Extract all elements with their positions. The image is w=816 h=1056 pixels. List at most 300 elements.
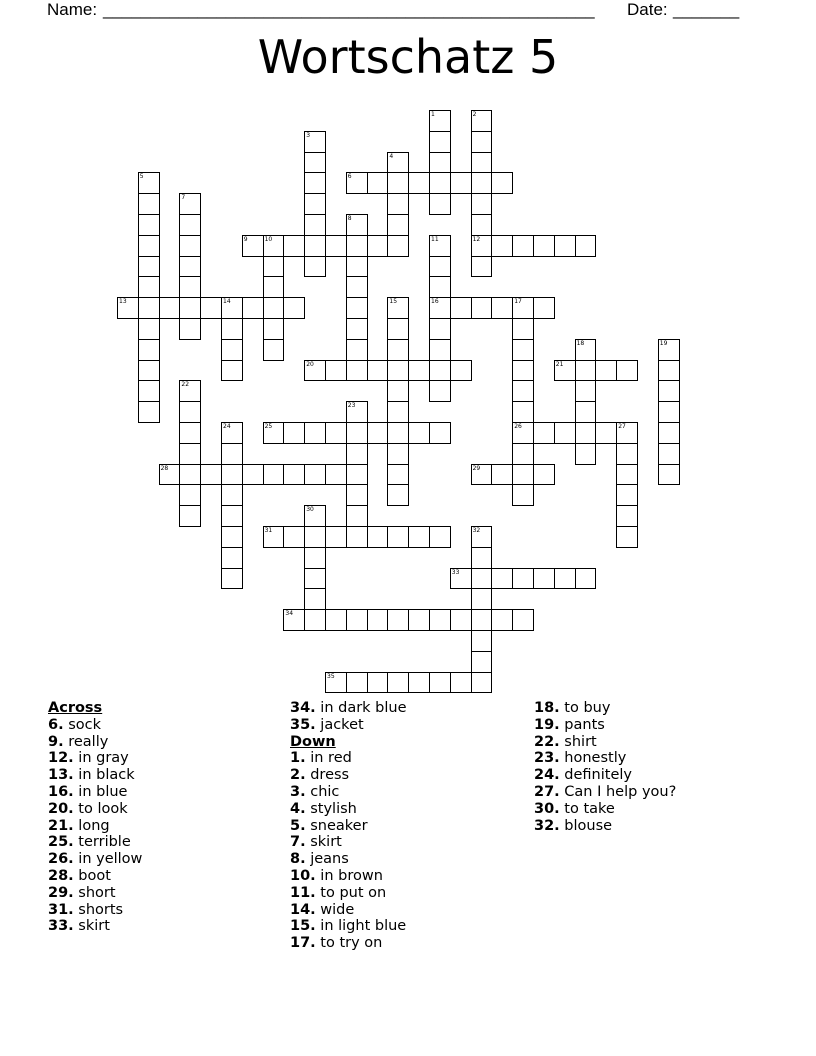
crossword-cell[interactable] [471,672,493,694]
crossword-cell[interactable] [471,193,493,215]
down-clue [290,918,407,935]
crossword-cell[interactable] [179,505,201,527]
down-clue [534,784,676,801]
crossword-cell[interactable] [512,422,534,444]
crossword-cell[interactable] [179,380,201,402]
crossword-cell[interactable] [263,276,285,298]
crossword-cell[interactable] [304,609,326,631]
crossword-cell[interactable] [387,609,409,631]
crossword-cell[interactable] [263,256,285,278]
crossword-cell[interactable] [283,464,305,486]
crossword-cell[interactable] [616,526,638,548]
crossword-cell[interactable] [346,318,368,340]
crossword-cell[interactable] [138,276,160,298]
crossword-cell[interactable] [616,422,638,444]
crossword-cell[interactable] [554,568,576,590]
clue-text: in brown [320,867,383,884]
crossword-cell[interactable] [471,131,493,153]
crossword-cell[interactable] [304,547,326,569]
crossword-cell[interactable] [346,276,368,298]
crossword-cell[interactable] [491,235,513,257]
crossword-cell[interactable] [304,505,326,527]
crossword-cell[interactable] [471,609,493,631]
crossword-cell[interactable] [138,401,160,423]
crossword-cell[interactable] [179,276,201,298]
crossword-cell[interactable] [138,193,160,215]
clue-text: to try on [320,935,383,952]
down-clue [290,767,407,784]
crossword-cell[interactable] [471,297,493,319]
cell-number: 1 [431,111,435,118]
crossword-cell[interactable] [512,318,534,340]
crossword-cell[interactable] [346,360,368,382]
crossword-cell[interactable] [159,464,181,486]
crossword-cell[interactable] [429,131,451,153]
clue-number: 28. [48,867,74,884]
down-clue [290,868,407,885]
clue-number: 27. [534,783,560,800]
down-clue [534,700,676,717]
cell-number: 17 [514,298,522,306]
crossword-cell[interactable] [658,339,680,361]
crossword-cell[interactable] [325,235,347,257]
crossword-cell[interactable] [471,235,493,257]
clue-number: 15. [290,918,316,935]
clue-text: in gray [78,750,129,767]
crossword-cell[interactable] [616,484,638,506]
crossword-cell[interactable] [283,297,305,319]
cell-number: 25 [264,423,273,430]
crossword-cell[interactable] [533,297,555,319]
crossword-cell[interactable] [346,297,368,319]
clue-number: 11. [290,884,316,901]
crossword-cell[interactable] [138,172,160,194]
clue-text: to put on [320,884,387,901]
crossword-cell[interactable] [304,588,326,610]
crossword-cell[interactable] [491,464,513,486]
clue-text: to look [78,800,128,817]
crossword-cell[interactable] [325,526,347,548]
crossword-cell[interactable] [304,256,326,278]
crossword-cell[interactable] [367,172,389,194]
crossword-cell[interactable] [471,152,493,174]
crossword-cell[interactable] [387,152,409,174]
crossword-cell[interactable] [221,339,243,361]
crossword-cell[interactable] [554,422,576,444]
crossword-cell[interactable] [387,297,409,319]
clue-column-1 [48,700,142,935]
crossword-cell[interactable] [533,464,555,486]
crossword-cell[interactable] [221,443,243,465]
down-clue [290,818,407,835]
clue-number: 17. [290,935,316,952]
crossword-cell[interactable] [221,568,243,590]
crossword-cell[interactable] [159,297,181,319]
crossword-cell[interactable] [658,401,680,423]
crossword-cell[interactable] [595,422,617,444]
clue-number: 19. [534,716,560,733]
crossword-cell[interactable] [512,235,534,257]
crossword-cell[interactable] [263,339,285,361]
crossword-cell[interactable] [429,193,451,215]
crossword-cell[interactable] [575,235,597,257]
crossword-cell[interactable] [138,360,160,382]
name-line[interactable]: ____________________________________________________ [103,0,595,19]
crossword-cell[interactable] [346,484,368,506]
crossword-cell[interactable] [512,609,534,631]
date-label: Date: [627,0,673,19]
crossword-cell[interactable] [346,464,368,486]
crossword-cell[interactable] [221,505,243,527]
crossword-cell[interactable] [512,443,534,465]
clue-text: pants [564,716,605,733]
cell-number: 12 [472,235,481,243]
clue-text: chic [310,783,340,800]
crossword-cell[interactable] [533,568,555,590]
crossword-cell[interactable] [325,422,347,444]
crossword-cell[interactable] [304,214,326,236]
down-clue [534,717,676,734]
clue-text: in red [310,750,352,767]
crossword-cell[interactable] [575,339,597,361]
clue-number: 5. [290,817,306,834]
crossword-cell[interactable] [325,360,347,382]
down-clue [290,784,407,801]
crossword-cell[interactable] [554,235,576,257]
crossword-cell[interactable] [471,568,493,590]
across-heading: Across [48,700,103,716]
crossword-cell[interactable] [221,360,243,382]
clue-text: in yellow [78,851,143,868]
crossword-cell[interactable] [325,672,347,694]
crossword-cell[interactable] [429,339,451,361]
crossword-cell[interactable] [512,297,534,319]
crossword-cell[interactable] [429,380,451,402]
clue-number: 7. [290,834,306,851]
crossword-cell[interactable] [512,360,534,382]
crossword-cell[interactable] [346,339,368,361]
crossword-cell[interactable] [346,214,368,236]
crossword-cell[interactable] [408,422,430,444]
cell-number: 2 [472,111,477,118]
crossword-cell[interactable] [429,297,451,319]
crossword-cell[interactable] [471,172,493,194]
crossword-cell[interactable] [512,401,534,423]
crossword-cell[interactable] [491,568,513,590]
crossword-cell[interactable] [283,609,305,631]
clue-number: 18. [534,700,560,716]
crossword-cell[interactable] [408,360,430,382]
clue-number: 31. [48,901,74,918]
crossword-cell[interactable] [263,422,285,444]
crossword-cell[interactable] [471,256,493,278]
crossword-cell[interactable] [138,214,160,236]
crossword-cell[interactable] [200,297,222,319]
crossword-cell[interactable] [429,422,451,444]
crossword-cell[interactable] [221,422,243,444]
crossword-cell[interactable] [179,318,201,340]
crossword-cell[interactable] [429,276,451,298]
crossword-cell[interactable] [179,443,201,465]
cell-number: 11 [431,235,439,243]
crossword-cell[interactable] [387,422,409,444]
crossword-cell[interactable] [575,380,597,402]
crossword-cell[interactable] [304,235,326,257]
crossword-cell[interactable] [450,568,472,590]
across-clue [48,818,142,835]
crossword-cell[interactable] [595,360,617,382]
crossword-cell[interactable] [179,235,201,257]
crossword-cell[interactable] [575,360,597,382]
crossword-cell[interactable] [367,526,389,548]
crossword-cell[interactable] [304,464,326,486]
crossword-cell[interactable] [304,193,326,215]
crossword-cell[interactable] [512,339,534,361]
crossword-cell[interactable] [429,360,451,382]
crossword-cell[interactable] [387,484,409,506]
crossword-cell[interactable] [658,443,680,465]
crossword-cell[interactable] [658,360,680,382]
crossword-cell[interactable] [387,672,409,694]
clue-column-3 [534,700,676,834]
crossword-cell[interactable] [512,568,534,590]
crossword-cell[interactable] [367,235,389,257]
crossword-cell[interactable] [138,297,160,319]
clue-text: blouse [564,817,613,834]
clue-number: 23. [534,750,560,767]
crossword-cell[interactable] [387,380,409,402]
crossword-cell[interactable] [346,505,368,527]
crossword-cell[interactable] [117,297,139,319]
crossword-cell[interactable] [575,422,597,444]
crossword-cell[interactable] [491,609,513,631]
crossword-cell[interactable] [387,526,409,548]
crossword-cell[interactable] [263,464,285,486]
crossword-cell[interactable] [408,526,430,548]
crossword-cell[interactable] [429,526,451,548]
cell-number: 10 [264,235,273,243]
cell-number: 34 [285,610,294,618]
crossword-cell[interactable] [658,380,680,402]
crossword-cell[interactable] [471,547,493,569]
crossword-cell[interactable] [242,297,264,319]
across-clue [48,851,142,868]
crossword-cell[interactable] [533,422,555,444]
cell-number: 32 [472,527,481,534]
crossword-cell[interactable] [138,380,160,402]
down-clue [290,935,407,952]
crossword-cell[interactable] [408,672,430,694]
crossword-cell[interactable] [616,360,638,382]
crossword-cell[interactable] [471,588,493,610]
crossword-cell[interactable] [491,172,513,194]
crossword-cell[interactable] [471,110,493,132]
crossword-cell[interactable] [325,609,347,631]
crossword-cell[interactable] [263,297,285,319]
crossword-cell[interactable] [471,464,493,486]
clue-text: skirt [310,834,342,851]
crossword-cell[interactable] [200,464,222,486]
crossword-cell[interactable] [179,214,201,236]
across-clue [48,885,142,902]
crossword-cell[interactable] [429,672,451,694]
crossword-cell[interactable] [616,464,638,486]
crossword-cell[interactable] [346,672,368,694]
crossword-cell[interactable] [616,505,638,527]
crossword-cell[interactable] [429,256,451,278]
crossword-cell[interactable] [304,152,326,174]
across-clue [48,918,142,935]
crossword-cell[interactable] [138,235,160,257]
crossword-cell[interactable] [179,484,201,506]
crossword-cell[interactable] [304,422,326,444]
crossword-cell[interactable] [429,318,451,340]
crossword-cell[interactable] [471,651,493,673]
cell-number: 6 [347,173,352,181]
crossword-cell[interactable] [179,297,201,319]
cell-number: 30 [306,506,314,514]
cell-number: 15 [389,298,398,306]
crossword-cell[interactable] [263,235,285,257]
crossword-cell[interactable] [429,235,451,257]
crossword-cell[interactable] [512,484,534,506]
crossword-cell[interactable] [387,172,409,194]
crossword-cell[interactable] [304,568,326,590]
crossword-cell[interactable] [242,235,264,257]
crossword-cell[interactable] [221,464,243,486]
down-clue [534,734,676,751]
crossword-cell[interactable] [471,630,493,652]
crossword-cell[interactable] [304,360,326,382]
across-clue [48,784,142,801]
crossword-cell[interactable] [179,464,201,486]
crossword-cell[interactable] [346,401,368,423]
date-line[interactable]: _______ [673,0,740,19]
clue-text: honestly [564,750,627,767]
crossword-cell[interactable] [179,422,201,444]
clue-text: shorts [78,901,124,918]
clue-text: in black [78,767,135,784]
crossword-cell[interactable] [512,464,534,486]
crossword-cell[interactable] [429,609,451,631]
crossword-cell[interactable] [450,672,472,694]
crossword-cell[interactable] [346,235,368,257]
crossword-cell[interactable] [221,526,243,548]
crossword-cell[interactable] [138,318,160,340]
crossword-cell[interactable] [387,318,409,340]
cell-number: 28 [160,464,169,472]
crossword-cell[interactable] [242,464,264,486]
crossword-cell[interactable] [533,235,555,257]
crossword-cell[interactable] [367,609,389,631]
crossword-cell[interactable] [387,339,409,361]
crossword-cell[interactable] [471,526,493,548]
crossword-cell[interactable] [450,172,472,194]
clue-number: 21. [48,817,74,834]
crossword-cell[interactable] [346,609,368,631]
crossword-cell[interactable] [387,360,409,382]
crossword-cell[interactable] [658,464,680,486]
crossword-cell[interactable] [429,172,451,194]
crossword-cell[interactable] [387,214,409,236]
crossword-cell[interactable] [179,401,201,423]
crossword-cell[interactable] [221,547,243,569]
crossword-cell[interactable] [283,235,305,257]
down-clue [290,885,407,902]
crossword-cell[interactable] [179,193,201,215]
crossword-cell[interactable] [346,172,368,194]
crossword-cell[interactable] [658,422,680,444]
clue-text: sneaker [310,817,368,834]
crossword-cell[interactable] [346,422,368,444]
crossword-cell[interactable] [450,609,472,631]
crossword-cell[interactable] [221,318,243,340]
crossword-cell[interactable] [450,297,472,319]
crossword-cell[interactable] [387,235,409,257]
crossword-cell[interactable] [367,422,389,444]
crossword-cell[interactable] [575,401,597,423]
crossword-cell[interactable] [138,339,160,361]
crossword-cell[interactable] [408,172,430,194]
crossword-cell[interactable] [450,360,472,382]
crossword-cell[interactable] [616,443,638,465]
crossword-cell[interactable] [429,110,451,132]
crossword-cell[interactable] [221,484,243,506]
crossword-cell[interactable] [491,297,513,319]
across-clue [290,717,407,734]
crossword-cell[interactable] [304,172,326,194]
crossword-cell[interactable] [367,360,389,382]
clue-number: 26. [48,851,74,868]
crossword-cell[interactable] [387,193,409,215]
crossword-cell[interactable] [429,152,451,174]
clue-number: 16. [48,783,74,800]
cell-number: 20 [306,360,314,368]
crossword-cell[interactable] [346,526,368,548]
crossword-cell[interactable] [263,318,285,340]
crossword-cell[interactable] [346,443,368,465]
crossword-cell[interactable] [283,526,305,548]
crossword-cell[interactable] [387,464,409,486]
crossword-cell[interactable] [408,609,430,631]
down-clue [290,801,407,818]
crossword-cell[interactable] [179,256,201,278]
clue-number: 20. [48,800,74,817]
clue-number: 30. [534,800,560,817]
crossword-cell[interactable] [263,526,285,548]
crossword-cell[interactable] [387,401,409,423]
crossword-cell[interactable] [367,672,389,694]
crossword-cell[interactable] [387,443,409,465]
crossword-cell[interactable] [304,526,326,548]
crossword-cell[interactable] [512,380,534,402]
crossword-cell[interactable] [575,443,597,465]
crossword-cell[interactable] [138,256,160,278]
crossword-cell[interactable] [471,214,493,236]
crossword-cell[interactable] [325,464,347,486]
cell-number: 22 [181,381,190,389]
across-clue [290,700,407,717]
crossword-cell[interactable] [283,422,305,444]
clue-number: 35. [290,716,316,733]
crossword-cell[interactable] [346,256,368,278]
crossword-cell[interactable] [304,131,326,153]
crossword-cell[interactable] [575,568,597,590]
clue-number: 3. [290,783,306,800]
crossword-cell[interactable] [221,297,243,319]
crossword-cell[interactable] [554,360,576,382]
clue-number: 29. [48,884,74,901]
